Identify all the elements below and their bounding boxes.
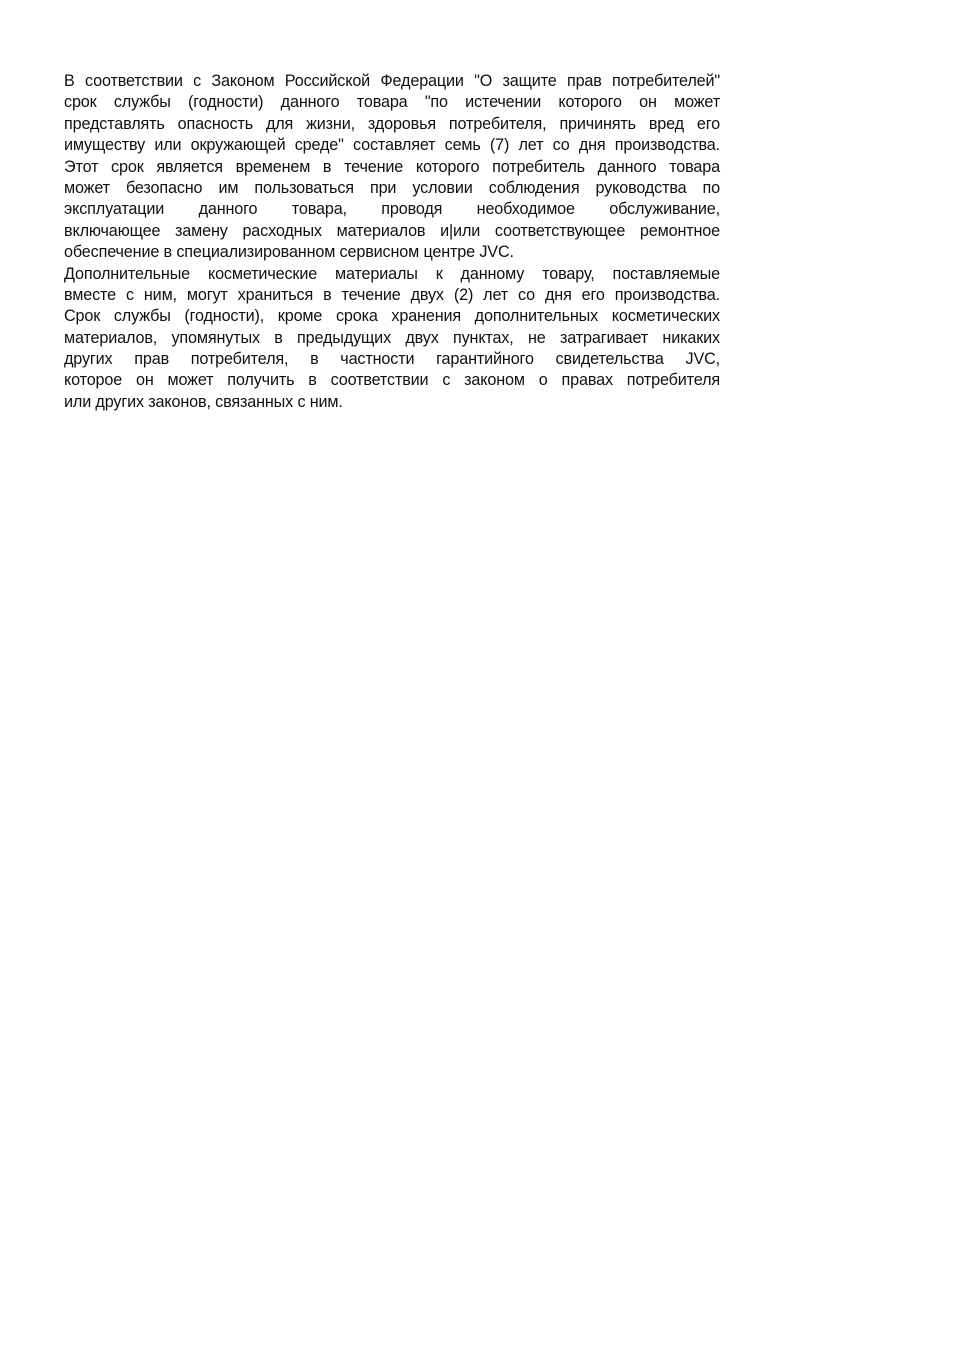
text-line: материалов, упомянутых в предыдущих двух пунктах, не затрагивает никаких — [64, 328, 720, 347]
text-line: обеспечение в специализированном сервисном центре JVC. — [64, 243, 514, 262]
paragraph-cosmetic-materials — [64, 264, 720, 307]
text-line: представлять опасность для жизни, здоровья потребителя, причинять вред его — [64, 114, 720, 133]
text-line: срок службы (годности) данного товара "по истечении которого он может — [64, 93, 720, 112]
text-line: Дополнительные косметические материалы к данному товару, поставляемые — [64, 264, 720, 283]
text-line: В соответствии с Законом Российской Федерации "О защите прав потребителей" — [64, 72, 720, 90]
legal-notice-text — [64, 71, 720, 413]
text-line: Этот срок является временем в течение которого потребитель данного товара — [64, 157, 720, 176]
text-line: может безопасно им пользоваться при условии соблюдения руководства по — [64, 178, 720, 197]
text-line: включающее замену расходных материалов и|или соответствующее ремонтное — [64, 221, 720, 240]
text-line: или других законов, связанных с ним. — [64, 392, 343, 411]
text-line: Срок службы (годности), кроме срока хранения дополнительных косметических — [64, 307, 720, 326]
paragraph-consumer-rights — [64, 306, 720, 413]
text-line: имуществу или окружающей среде" составляет семь (7) лет со дня производства. — [64, 136, 720, 155]
text-line: других прав потребителя, в частности гарантийного свидетельства JVC, — [64, 350, 720, 369]
text-line: которое он может получить в соответствии с законом о правах потребителя — [64, 371, 720, 390]
text-line: вместе с ним, могут храниться в течение двух (2) лет со дня его производства. — [64, 285, 720, 304]
paragraph-service-life — [64, 71, 720, 264]
text-line: эксплуатации данного товара, проводя необходимое обслуживание, — [64, 200, 720, 219]
